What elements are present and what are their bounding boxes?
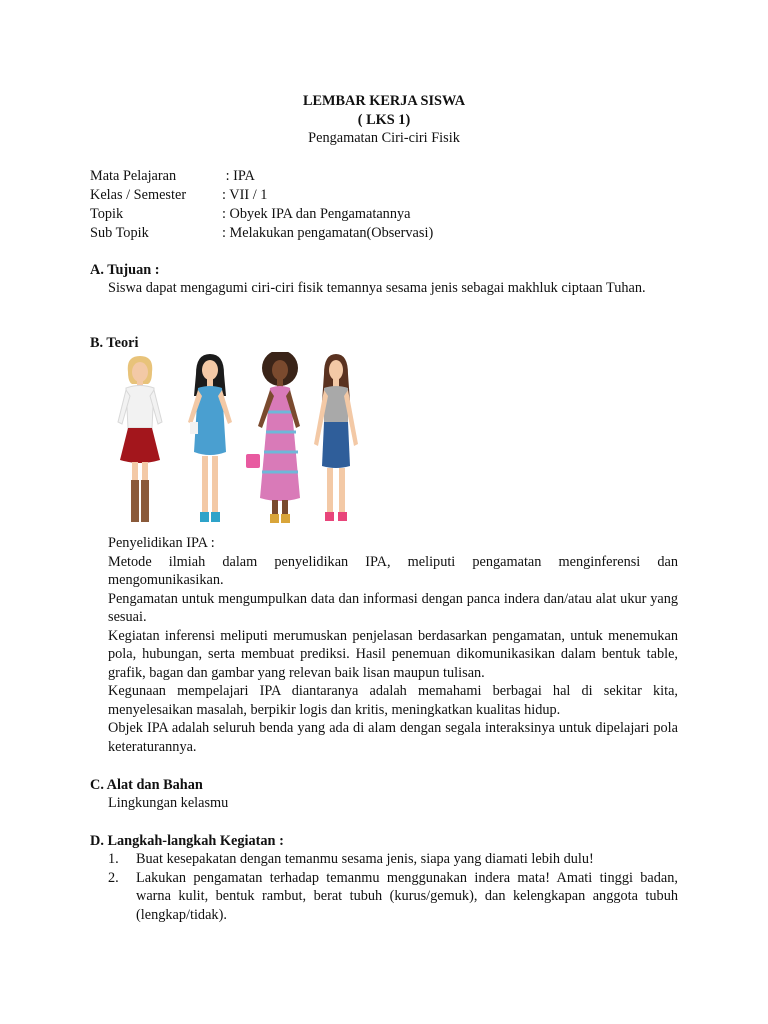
info-label: Kelas / Semester xyxy=(90,187,187,203)
step-number: 2. xyxy=(108,869,119,886)
doll-figure-2 xyxy=(188,354,232,522)
info-value: : Obyek IPA dan Pengamatannya xyxy=(222,206,411,222)
alat-bahan-text: Lingkungan kelasmu xyxy=(108,795,229,811)
section-c-text xyxy=(108,794,678,813)
info-value: : Melakukan pengamatan(Observasi) xyxy=(222,225,434,241)
list-item xyxy=(108,869,678,925)
step-text: Buat kesepakatan dengan temanmu sesama jenis, siapa yang diamati lebih dulu! xyxy=(136,851,594,867)
steps-list xyxy=(108,850,678,924)
teori-paragraph: Metode ilmiah dalam penyelidikan IPA, meliputi pengamatan menginferensi dan mengomunikasikan. xyxy=(108,553,678,588)
info-row xyxy=(90,224,590,243)
dolls-illustration xyxy=(108,352,366,530)
info-label: Topik xyxy=(90,206,124,222)
info-table xyxy=(90,167,590,243)
teori-paragraph: Objek IPA adalah seluruh benda yang ada di alam dengan segala interaksinya untuk dipelajari pola keteraturannya. xyxy=(108,720,678,755)
info-row xyxy=(90,167,590,186)
info-value: : VII / 1 xyxy=(222,187,268,203)
section-b-body xyxy=(108,534,678,756)
step-text: Lakukan pengamatan terhadap temanmu menggunakan indera mata! Amati tinggi badan, warna kulit, bentuk rambut, berat tubuh (kurus/gemuk), dan kelengkapan anggota tubuh (lengkap/tidak). xyxy=(136,869,678,923)
doll-figure-4 xyxy=(314,354,358,521)
title-block xyxy=(0,92,768,148)
document-code: ( LKS 1) xyxy=(357,111,411,128)
document-subtitle: Pengamatan Ciri-ciri Fisik xyxy=(308,130,460,146)
section-a-heading: A. Tujuan : xyxy=(90,262,160,278)
document-title: LEMBAR KERJA SISWA xyxy=(302,93,466,109)
info-row xyxy=(90,186,590,205)
info-row xyxy=(90,205,590,224)
step-number: 1. xyxy=(108,851,119,867)
section-c-heading: C. Alat dan Bahan xyxy=(90,777,203,793)
doll-figure-1 xyxy=(118,356,162,522)
teori-paragraph: Pengamatan untuk mengumpulkan data dan informasi dengan panca indera dan/atau alat ukur yang sesuai. xyxy=(108,590,678,625)
tujuan-paragraph: Siswa dapat mengagumi ciri-ciri fisik temannya sesama jenis sebagai makhluk ciptaan Tuhan. xyxy=(108,280,646,296)
penyelidikan-heading: Penyelidikan IPA : xyxy=(108,535,215,551)
info-label: Mata Pelajaran xyxy=(90,168,177,184)
dolls-image xyxy=(108,352,366,530)
doll-figure-3 xyxy=(246,352,300,523)
list-item xyxy=(108,850,678,869)
section-b-heading: B. Teori xyxy=(90,335,139,351)
section-d-heading: D. Langkah-langkah Kegiatan : xyxy=(90,833,284,849)
teori-paragraph: Kegiatan inferensi meliputi merumuskan penjelasan berdasarkan pengamatan, untuk menemukan pola, hubungan, serta membuat prediksi. Hasil penemuan dikomunikasikan dalam bentuk table, grafik, bagan dan gambar yang relevan baik lisan maupun tulisan. xyxy=(108,627,678,681)
info-value: : IPA xyxy=(222,168,255,184)
teori-paragraph: Kegunaan mempelajari IPA diantaranya adalah memahami berbagai hal di sekitar kita, menyelesaikan masalah, berpikir logis dan kritis, meningkatkan kualitas hidup. xyxy=(108,683,678,718)
section-a-text xyxy=(90,279,678,298)
info-label: Sub Topik xyxy=(90,225,149,241)
